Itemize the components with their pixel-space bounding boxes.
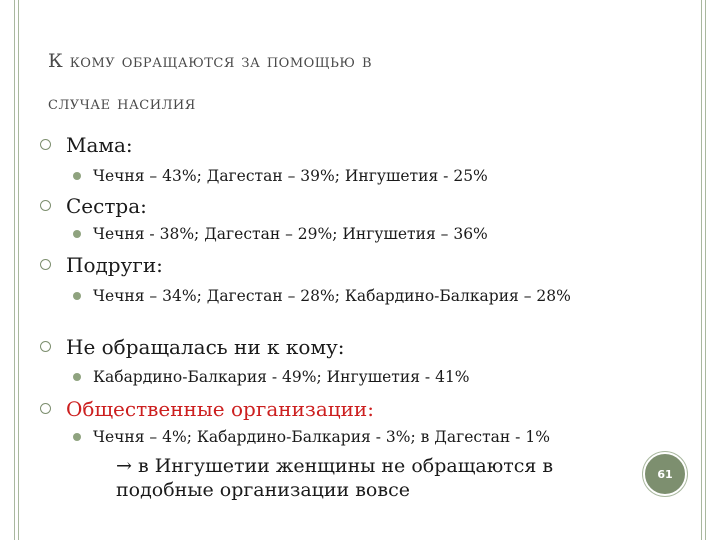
- slide-title: [48, 40, 608, 124]
- sub-bullet-text: Чечня – 34%; Дагестан – 28%; Кабардино-Балкария – 28%: [93, 287, 571, 305]
- sub-bullet-marker: [73, 433, 81, 441]
- sub-bullet-text: Чечня - 38%; Дагестан – 29%; Ингушетия – 36%: [93, 225, 488, 243]
- bullet-marker: [40, 403, 51, 414]
- sub-bullet-marker: [73, 292, 81, 300]
- decorative-line-3: [701, 0, 702, 540]
- sub-bullet-podrugi: [93, 286, 593, 306]
- sub-bullet-text: Чечня – 43%; Дагестан – 39%; Ингушетия - 25%: [93, 167, 488, 185]
- bullet-marker: [40, 259, 51, 270]
- conclusion-note: [116, 454, 616, 502]
- decorative-line-1: [14, 0, 15, 540]
- decorative-line-2: [18, 0, 19, 540]
- bullet-mama: [66, 132, 133, 158]
- bullet-podrugi: [66, 252, 163, 278]
- sub-bullet-ni-k-komu: [93, 367, 613, 387]
- sub-bullet-mama: [93, 166, 613, 186]
- page-number: 61: [657, 467, 673, 481]
- sub-bullet-marker: [73, 373, 81, 381]
- bullet-label: Не обращалась ни к кому:: [66, 335, 345, 359]
- sub-bullet-text: Чечня – 4%; Кабардино-Балкария - 3%; в Дагестан - 1%: [93, 428, 550, 446]
- bullet-organizations: [66, 396, 374, 422]
- bullet-marker: [40, 200, 51, 211]
- sub-bullet-organizations: [93, 427, 613, 447]
- slide-title-line-2: случае насилия: [48, 92, 196, 114]
- sub-bullet-text: Кабардино-Балкария - 49%; Ингушетия - 41%: [93, 368, 470, 386]
- page-number-badge: [643, 452, 687, 496]
- bullet-label: Мама:: [66, 133, 133, 157]
- bullet-sestra: [66, 193, 147, 219]
- arrow-right-icon: →: [116, 455, 132, 477]
- sub-bullet-marker: [73, 172, 81, 180]
- bullet-label: Общественные организации:: [66, 397, 374, 421]
- bullet-marker: [40, 341, 51, 352]
- bullet-label: Сестра:: [66, 194, 147, 218]
- bullet-label: Подруги:: [66, 253, 163, 277]
- decorative-line-4: [705, 0, 706, 540]
- bullet-ni-k-komu: [66, 334, 345, 360]
- conclusion-text: в Ингушетии женщины не обращаются в подобные организации вовсе: [116, 455, 554, 501]
- sub-bullet-marker: [73, 230, 81, 238]
- slide-title-line-1: К кому обращаются за помощью в: [48, 50, 373, 72]
- bullet-marker: [40, 139, 51, 150]
- sub-bullet-sestra: [93, 224, 613, 244]
